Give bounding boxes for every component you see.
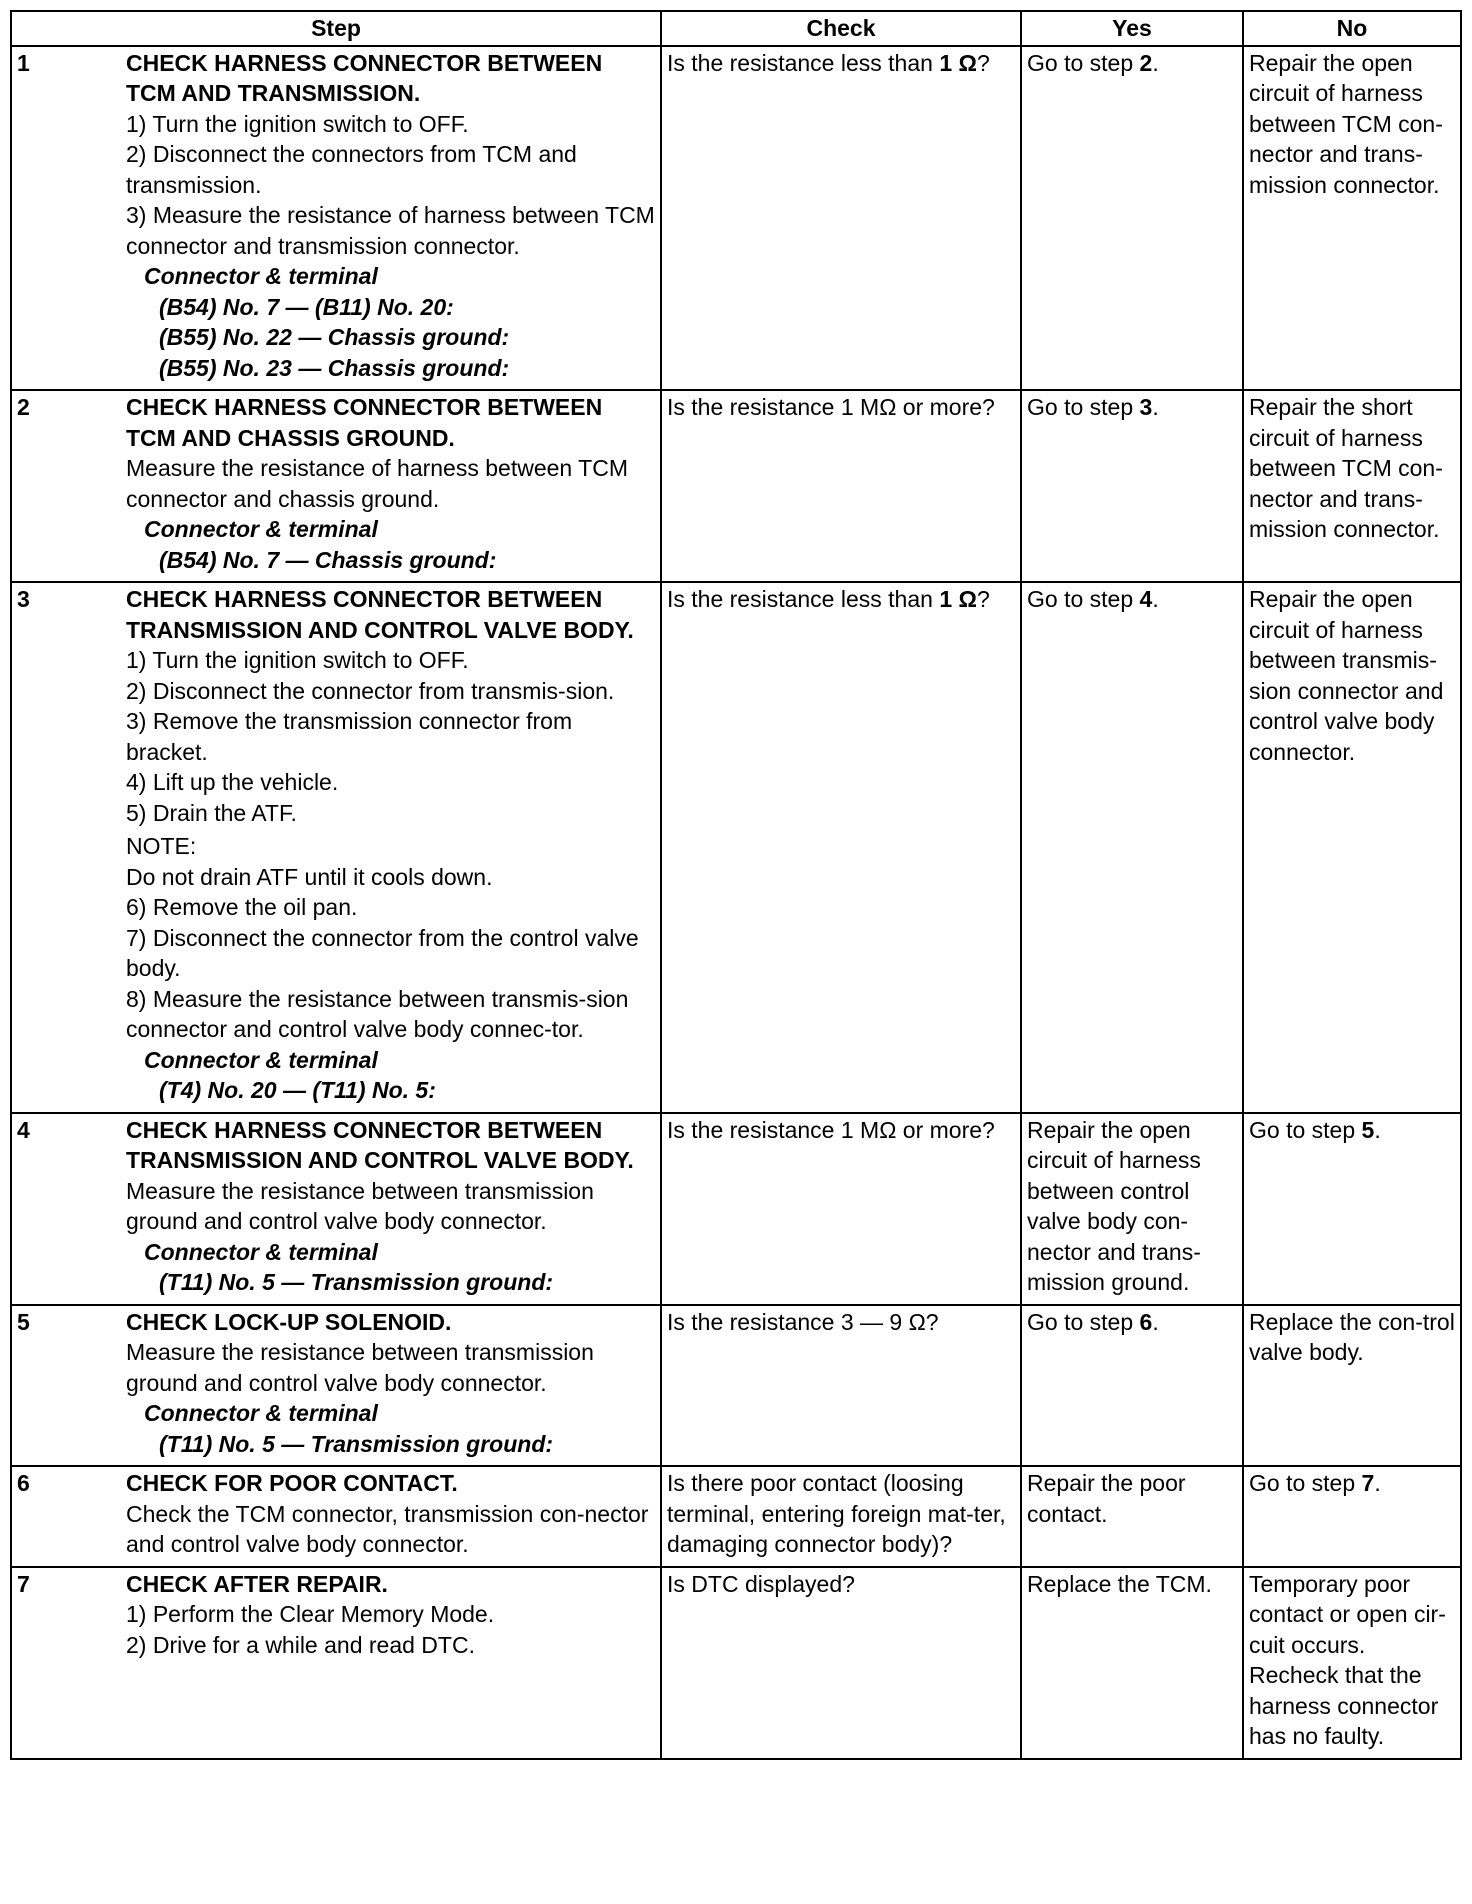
check-cell: Is the resistance 3 — 9 Ω?: [661, 1305, 1021, 1467]
yes-step-ref: 4: [1139, 586, 1153, 612]
step-number: 3: [17, 586, 30, 612]
step-number: 5: [17, 1308, 30, 1335]
step-cell: [11, 582, 661, 1113]
check-text: Is the resistance less than: [667, 49, 940, 76]
no-text-end: .: [1374, 1470, 1381, 1496]
no-cell: Repair the short circuit of harness between TCM con-nector and trans-mission connector.: [1243, 390, 1461, 582]
no-cell: [1243, 1113, 1461, 1305]
table-row: [11, 1305, 1461, 1467]
connector-terminal-label: Connector & terminal: [144, 1046, 378, 1073]
step-instruction: Measure the resistance between transmission ground and control valve body connector.: [126, 1177, 594, 1234]
connector-terminal-spec: (B55) No. 23 — Chassis ground:: [159, 354, 510, 381]
yes-cell: Repair the open circuit of harness between control valve body con-nector and trans-mission ground.: [1021, 1113, 1243, 1305]
yes-text: Go to step: [1027, 49, 1140, 76]
connector-terminal-label: Connector & terminal: [144, 516, 378, 542]
yes-text: Go to step: [1027, 394, 1140, 420]
yes-text: Go to step: [1027, 586, 1140, 612]
step-cell: [11, 1567, 661, 1759]
step-instruction: Measure the resistance between transmission ground and control valve body connector.: [126, 1339, 594, 1396]
check-cell: Is the resistance 1 MΩ or more?: [661, 390, 1021, 582]
table-row: [11, 1466, 1461, 1567]
yes-cell: [1021, 582, 1243, 1113]
step-instruction: 8) Measure the resistance between transmis-sion connector and control valve body connec-tor.: [126, 985, 629, 1042]
connector-terminal-label: Connector & terminal: [144, 263, 378, 289]
check-cell: Is DTC displayed?: [661, 1567, 1021, 1759]
step-instruction: 1) Turn the ignition switch to OFF.: [126, 647, 469, 673]
connector-terminal-label: Connector & terminal: [144, 1400, 378, 1426]
step-cell: [11, 390, 661, 582]
table-row: [11, 1113, 1461, 1305]
connector-terminal-spec: (T4) No. 20 — (T11) No. 5:: [159, 1077, 436, 1103]
step-title: CHECK AFTER REPAIR.: [126, 1570, 388, 1597]
yes-text-end: .: [1152, 394, 1159, 420]
step-instruction: 2) Drive for a while and read DTC.: [126, 1631, 475, 1658]
yes-cell: [1021, 46, 1243, 391]
step-instruction: 4) Lift up the vehicle.: [126, 769, 339, 795]
step-instruction: Measure the resistance of harness between TCM connector and chassis ground.: [126, 455, 628, 512]
step-instruction: 6) Remove the oil pan.: [126, 894, 358, 920]
yes-step-ref: 2: [1139, 49, 1153, 76]
yes-text: Go to step: [1027, 1308, 1140, 1335]
yes-cell: Replace the TCM.: [1021, 1567, 1243, 1759]
yes-cell: [1021, 1305, 1243, 1467]
step-instruction: 2) Disconnect the connector from transmis-sion.: [126, 677, 615, 704]
step-number: 1: [17, 49, 30, 76]
note-label: NOTE:: [126, 833, 197, 859]
connector-terminal-spec: (B55) No. 22 — Chassis ground:: [159, 324, 510, 350]
no-cell: Repair the open circuit of harness between transmis-sion connector and control valve body connector.: [1243, 582, 1461, 1113]
yes-step-ref: 6: [1139, 1308, 1153, 1335]
check-text-end: ?: [976, 586, 990, 612]
no-text: Go to step: [1249, 1470, 1362, 1496]
step-title: CHECK HARNESS CONNECTOR BETWEEN TRANSMISSION AND CONTROL VALVE BODY.: [126, 586, 634, 643]
check-text: Is the resistance less than: [667, 586, 940, 612]
yes-text-end: .: [1152, 1308, 1159, 1335]
table-row: [11, 46, 1461, 391]
step-cell: [11, 1305, 661, 1467]
step-instruction: 1) Perform the Clear Memory Mode.: [126, 1601, 495, 1627]
step-number: 6: [17, 1470, 30, 1496]
step-cell: [11, 1113, 661, 1305]
connector-terminal-label: Connector & terminal: [144, 1238, 378, 1265]
yes-step-ref: 3: [1139, 394, 1153, 420]
step-instruction: 3) Remove the transmission connector from bracket.: [126, 708, 573, 765]
diagnostic-table: [10, 10, 1462, 1760]
step-number: 7: [17, 1570, 30, 1597]
header-check: Check: [661, 11, 1021, 46]
step-instruction: 5) Drain the ATF.: [126, 799, 297, 826]
check-value: 1 Ω: [939, 49, 977, 76]
step-cell: [11, 1466, 661, 1567]
check-cell: [661, 582, 1021, 1113]
header-step: Step: [11, 11, 661, 46]
yes-cell: Repair the poor contact.: [1021, 1466, 1243, 1567]
step-title: CHECK HARNESS CONNECTOR BETWEEN TRANSMISSION AND CONTROL VALVE BODY.: [126, 1116, 634, 1173]
header-row: [11, 11, 1461, 46]
no-cell: Repair the open circuit of harness between TCM con-nector and trans-mission connector.: [1243, 46, 1461, 391]
step-instruction: 3) Measure the resistance of harness between TCM connector and transmission connector.: [126, 202, 655, 259]
step-instruction: 1) Turn the ignition switch to OFF.: [126, 110, 469, 137]
header-yes: Yes: [1021, 11, 1243, 46]
yes-cell: [1021, 390, 1243, 582]
step-title: CHECK FOR POOR CONTACT.: [126, 1470, 458, 1496]
no-text: Go to step: [1249, 1116, 1362, 1143]
step-title: CHECK LOCK-UP SOLENOID.: [126, 1308, 452, 1335]
no-cell: Temporary poor contact or open cir-cuit occurs. Recheck that the harness connector has no faulty.: [1243, 1567, 1461, 1759]
check-text-end: ?: [976, 49, 990, 76]
connector-terminal-spec: (B54) No. 7 — Chassis ground:: [159, 546, 497, 573]
step-cell: [11, 46, 661, 391]
step-instruction: 2) Disconnect the connectors from TCM and transmission.: [126, 141, 577, 198]
header-no: No: [1243, 11, 1461, 46]
no-step-ref: 5: [1361, 1116, 1375, 1143]
table-row: [11, 582, 1461, 1113]
step-number: 4: [17, 1116, 30, 1143]
check-value: 1 Ω: [939, 586, 977, 612]
step-instruction: Check the TCM connector, transmission con-nector and control valve body connector.: [126, 1500, 649, 1557]
check-cell: Is there poor contact (loosing terminal, entering foreign mat-ter, damaging connector body)?: [661, 1466, 1021, 1567]
connector-terminal-spec: (T11) No. 5 — Transmission ground:: [159, 1269, 554, 1295]
check-cell: [661, 46, 1021, 391]
no-text-end: .: [1374, 1116, 1381, 1143]
no-cell: Replace the con-trol valve body.: [1243, 1305, 1461, 1467]
table-row: [11, 390, 1461, 582]
table-row: [11, 1567, 1461, 1759]
step-number: 2: [17, 394, 30, 420]
step-instruction: 7) Disconnect the connector from the control valve body.: [126, 924, 639, 981]
check-cell: Is the resistance 1 MΩ or more?: [661, 1113, 1021, 1305]
no-cell: [1243, 1466, 1461, 1567]
yes-text-end: .: [1152, 49, 1159, 76]
no-step-ref: 7: [1361, 1470, 1375, 1496]
note-text: Do not drain ATF until it cools down.: [126, 863, 493, 890]
connector-terminal-spec: (B54) No. 7 — (B11) No. 20:: [159, 293, 454, 320]
connector-terminal-spec: (T11) No. 5 — Transmission ground:: [159, 1430, 554, 1457]
step-title: CHECK HARNESS CONNECTOR BETWEEN TCM AND CHASSIS GROUND.: [126, 394, 603, 451]
step-title: CHECK HARNESS CONNECTOR BETWEEN TCM AND TRANSMISSION.: [126, 49, 603, 106]
yes-text-end: .: [1152, 586, 1159, 612]
